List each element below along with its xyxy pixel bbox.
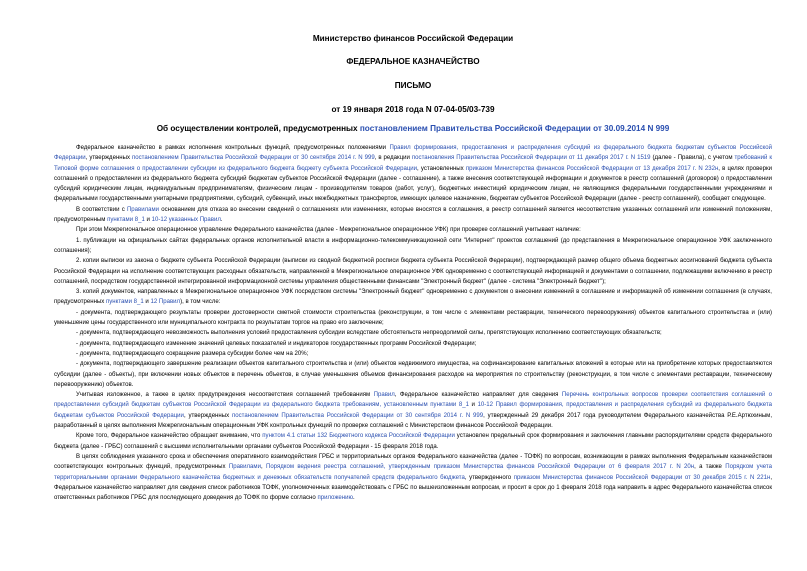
document-link[interactable]: Порядком ведения реестра соглашений, утвержденным приказом Министерства финансов Российской Федерации от 6 февраля 2017 г. N 20н (265, 464, 695, 471)
paragraph-text: , утвержденного (464, 474, 514, 481)
document-link[interactable]: Правил формирования, предоставления и распределения субсидий из федерального бюджета бюджетам субъектов Российской Федерации (54, 145, 773, 162)
paragraph-text: 3. копий документов, направленных в Межрегиональное операционное УФК посредством системы "Электронный бюджет" одновременно с документом о внесении изменений в соглашение и информацией об изменении соглашения (в случаях, предусмотренных (54, 289, 772, 306)
document-link[interactable]: Правилами (228, 464, 261, 471)
paragraph-text: и (144, 217, 152, 224)
paragraph-text: , в целях проверки соглашений о предоставлении из федерального бюджета субсидий бюджетам субъектов Российской Федерации (далее - соглашение), а также внесения соответствующей информации и документов в реестр соглашений (договоров) о предоставлении субсидий юридическим лицам, индивидуальным предпринимателям, физическим лицам - производителям товаров (работ, услуг), бюджетных инвестиций юридическим лицам, не являющимся федеральными государственными учреждениями и федеральными государственными унитарными предприятиями, субсидий, субвенций, иных межбюджетных трансфертов, имеющих целевое назначение, бюджетам субъектов Российской Федерации (далее - реестр соглашений), сообщает следующее. (54, 165, 772, 203)
paragraph-text: В соответствии с (76, 206, 127, 213)
document-subject (54, 124, 772, 133)
subject-link[interactable]: постановлением Правительства Российской Федерации от 30.09.2014 N 999 (359, 124, 670, 133)
paragraph-text: установлен предельный срок формирования и заключения главными распорядителями средств федерального бюджета (далее - ГРБС) соглашений с высшими исполнительными органами субъектов Российской Федерации - 15 февраля 2018 года. (54, 433, 772, 450)
paragraph (54, 225, 772, 235)
document-link[interactable]: пунктами 8_1 (107, 217, 145, 224)
paragraph-text: , а также (694, 464, 726, 471)
document-link[interactable]: приказом Министерства финансов Российской Федерации от 13 декабря 2017 г. N 232н (465, 165, 719, 172)
paragraph (54, 287, 772, 308)
paragraph (54, 236, 772, 257)
paragraph (54, 328, 772, 338)
paragraph (54, 359, 772, 390)
document-link[interactable]: 10-12 Правил формирования, предоставления и распределения субсидий из федерального бюджета бюджетам субъектов Российской Федерации (54, 402, 772, 419)
subject-text: Об осуществлении контролей, предусмотренных (156, 124, 360, 133)
paragraph (54, 256, 772, 287)
document-link[interactable]: приложению (317, 495, 354, 502)
paragraph-text: , утвержденных (85, 155, 132, 162)
document-link[interactable]: Правил (373, 392, 395, 399)
document-page (54, 34, 772, 503)
document-link[interactable]: постановления Правительства Российской Федерации от 11 декабря 2017 г. N 1519 (411, 155, 651, 162)
paragraph-text: , Федеральное казначейство направляет для сведения список работников ТОФК, уполномоченных взаимодействовать с ГРБС по вышеизложенным вопросам, и просит в срок до 1 февраля 2018 года направить в адрес Федерального казначейства список ответственных работников ГРБС для последующего доведения до ТОФК по форме согласно (54, 474, 773, 502)
document-link[interactable]: 12 Правил (150, 299, 181, 306)
paragraph-text: 1. публикации на официальных сайтах федеральных органов исполнительной власти в информационно-телекоммуникационной сети "Интернет" проектов соглашений (до представления в Межрегиональное операционное УФК заключенного соглашения); (54, 237, 772, 254)
paragraph-text: , утвержденных (183, 412, 232, 419)
paragraph (54, 349, 772, 359)
paragraph-text: и (468, 402, 478, 409)
paragraph-text: - документа, подтверждающего сокращение размера субсидии более чем на 20%; (76, 350, 309, 357)
paragraph-text: Учитывая изложенное, а также в целях предупреждения несоответствия соглашений требованиям (76, 392, 374, 399)
agency-heading: ФЕДЕРАЛЬНОЕ КАЗНАЧЕЙСТВО (346, 57, 480, 66)
paragraph (54, 308, 772, 329)
paragraph-text: - документа, подтверждающего изменение значений целевых показателей и индикаторов государственных программ Российской Федерации; (76, 340, 477, 347)
paragraph (54, 143, 772, 205)
paragraph-text: 2. копии выписки из закона о бюджете субъекта Российской Федерации (выписки из сводной бюджетной росписи бюджета субъекта Российской Федерации), подтверждающей размер общего объема бюджетных ассигнований бюджета субъекта Российской Федерации на исполнение соответствующих расходных обязательств, направленной в Межрегиональное операционное УФК одновременно с соответствующей информацией и документами о соглашении, подлежащими включению в реестр соглашений, посредством государственной интегрированной информационной системы управления общественными финансами "Электронный бюджет" (далее - система "Электронный бюджет"); (54, 258, 772, 285)
document-link[interactable]: приказом Министерства финансов Российской Федерации от 30 декабря 2015 г. N 221н (513, 474, 771, 481)
paragraph (54, 431, 772, 452)
document-link[interactable]: 10-12 указанных Правил (151, 217, 221, 224)
paragraph-text: . (353, 495, 355, 502)
document-type: ПИСЬМО (394, 81, 432, 90)
paragraph-text: ), в том числе: (180, 299, 221, 306)
document-link[interactable]: постановлением Правительства Российской Федерации от 30 сентября 2014 г. N 999 (231, 412, 484, 419)
paragraph-text: , установленных (417, 165, 466, 172)
paragraph-text: Федеральное казначейство в рамках исполнения контрольных функций, предусмотренных положениями (76, 145, 390, 151)
paragraph (54, 339, 772, 349)
paragraph-text: , (260, 464, 266, 471)
paragraph (54, 390, 772, 431)
paragraph-text: (далее - Правила), с учетом (650, 155, 735, 162)
paragraph-text: - документа, подтверждающего завершение реализации объектов капитального строительства и (или) объектов недвижимого имущества, на софинансирование капитальных вложений в которые или на приобретение которых предоставляются субсидии (далее - объекты), при включении новых объектов в перечень объектов, в случае уменьшения объемов финансирования расходов на мероприятия по строительству (реконструкции, в том числе с элементами реставрации, техническому перевооружению) объектов. (54, 361, 772, 388)
paragraph-text: , в редакции (374, 155, 412, 162)
document-link[interactable]: Перечень контрольных вопросов проверки соответствия соглашений о предоставлении субсидий бюджетам субъектов Российской Федерации из федерального бюджета требованиям, установленным пунктами 8_1 (54, 392, 772, 409)
paragraph-text: . (220, 217, 223, 224)
document-body (54, 143, 772, 503)
paragraph-text: Кроме того, Федеральное казначейство обращает внимание, что (76, 433, 263, 440)
document-date-number: от 19 января 2018 года N 07-04-05/03-739 (331, 105, 495, 114)
document-link[interactable]: пунктом 4.1 статьи 132 Бюджетного кодекса Российской Федерации (262, 433, 455, 440)
paragraph (54, 205, 772, 226)
document-link[interactable]: постановлением Правительства Российской Федерации от 30 сентября 2014 г. N 999 (131, 155, 375, 162)
ministry-heading: Министерство финансов Российской Федерации (312, 34, 514, 43)
paragraph-text: , Федеральное казначейство направляет для сведения (394, 392, 562, 399)
paragraph (54, 452, 772, 503)
paragraph-text: В целях соблюдения указанного срока и обеспечения оперативного взаимодействия ГРБС и территориальных органов Федерального казначейства (далее - ТОФК) по вопросам, возникающим в рамках выполнения Федеральным казначейством соответствующих контрольных функций, предусмотренных (54, 453, 772, 471)
document-link[interactable]: пунктами 8_1 (106, 299, 144, 306)
paragraph-text: При этом Межрегиональное операционное управление Федерального казначейства (далее - Межрегиональное операционное УФК) при проверке соглашений учитывает наличие: (76, 227, 581, 234)
document-link[interactable]: требований к Типовой форме соглашения о предоставлении субсидии из федерального бюджета бюджету субъекта Российской Федерации (54, 155, 772, 172)
paragraph-text: основанием для отказа во внесении сведений о соглашениях или изменениях, которые вносятся в соглашения, в реестр соглашений является несоответствие указанных соглашений или изменений положениям, предусмотренным (54, 206, 772, 224)
paragraph-text: - документа, подтверждающего результаты проверки достоверности сметной стоимости строительства (реконструкции, в том числе с элементами реставрации, технического перевооружения) объектов капитального строительства и (или) уменьшение цены государственного или муниципального контракта по результатам торгов на право его заключение; (54, 309, 772, 327)
document-link[interactable]: Порядком учета территориальными органами Федерального казначейства бюджетных и денежных обязательств получателей средств федерального бюджета (54, 464, 773, 481)
paragraph-text: и (143, 299, 151, 306)
paragraph-text: , утвержденный 29 декабря 2017 года руководителем Федерального казначейства Р.Е.Артюхиным, разработанный в целях выполнения Межрегиональным операционным УФК контрольных функций по проверке соглашений с Министерством финансов Российской Федерации. (54, 412, 773, 430)
document-link[interactable]: Правилами (126, 206, 160, 213)
paragraph-text: - документа, подтверждающего невозможность выполнения условий предоставления субсидии вследствие обстоятельств непреодолимой силы, препятствующих исполнению соответствующих обязательств; (76, 330, 662, 337)
